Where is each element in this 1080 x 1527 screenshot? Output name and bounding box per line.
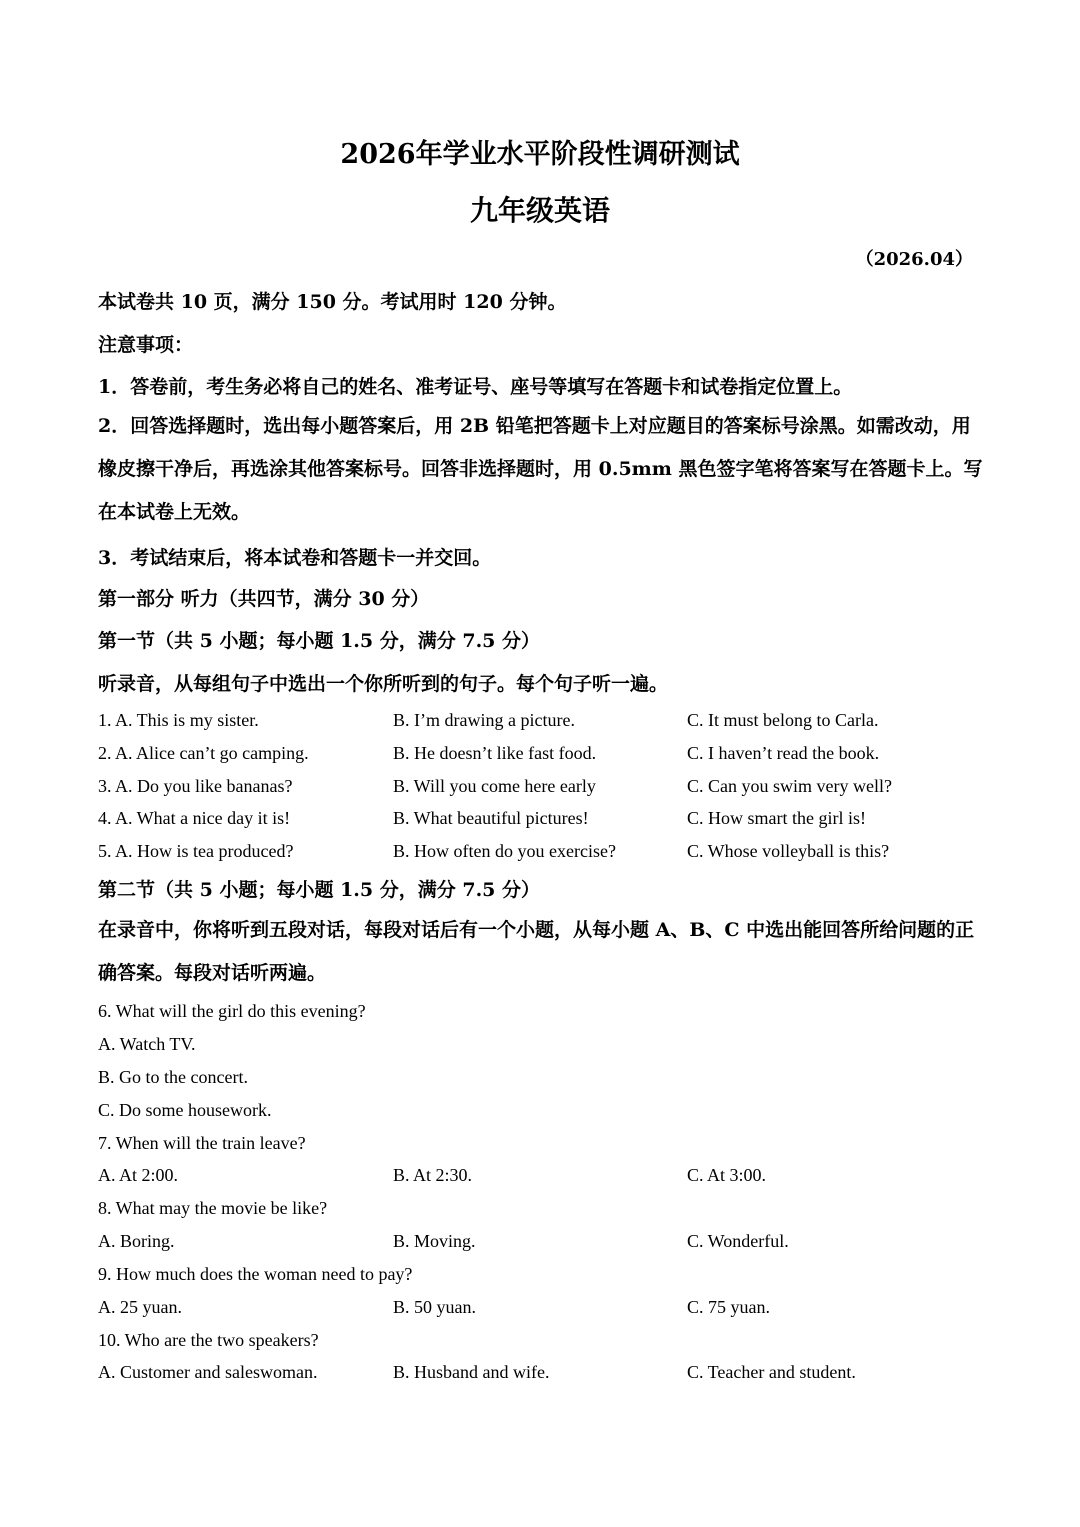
option-a: 4. A. What a nice day it is! (98, 808, 291, 828)
option-c: C. How smart the girl is! (687, 808, 866, 828)
question-text: 10. Who are the two speakers? (98, 1330, 319, 1350)
option-c: C. Do some housework. (98, 1100, 272, 1120)
question-row (0, 776, 1080, 802)
question-text: 8. What may the movie be like? (98, 1198, 328, 1218)
option-c: C. Wonderful. (687, 1231, 789, 1251)
option-b: B. I’m drawing a picture. (393, 710, 575, 730)
question-row (0, 1165, 1080, 1191)
section1-instruction: 听录音，从每组句子中选出一个你所听到的句子。每个句子听一遍。 (98, 673, 669, 695)
option-b: B. How often do you exercise? (393, 841, 616, 861)
option-c: C. Teacher and student. (687, 1362, 856, 1382)
section2-instruction: 在录音中，你将听到五段对话，每段对话后有一个小题，从每小题 A、B、C 中选出能回答所给问题的正确答案。每段对话听两遍。 (98, 919, 975, 984)
question-row (0, 710, 1080, 736)
part1-heading: 第一部分 听力（共四节，满分 30 分） (98, 588, 430, 610)
option-a: 2. A. Alice can’t go camping. (98, 743, 309, 763)
section2-heading: 第二节（共 5 小题；每小题 1.5 分，满分 7.5 分） (98, 879, 541, 901)
question-text: 7. When will the train leave? (98, 1133, 306, 1153)
option-b: B. Moving. (393, 1231, 476, 1251)
option-b: B. 50 yuan. (393, 1297, 476, 1317)
option-a: A. Boring. (98, 1231, 175, 1251)
option-b: B. He doesn’t like fast food. (393, 743, 597, 763)
option-c: C. Whose volleyball is this? (687, 841, 890, 861)
notice-title: 注意事项： (98, 334, 194, 356)
exam-date: （2026.04） (855, 249, 973, 270)
option-a: 1. A. This is my sister. (98, 710, 259, 730)
question-row (0, 1362, 1080, 1388)
option-c: C. It must belong to Carla. (687, 710, 879, 730)
option-a: 3. A. Do you like bananas? (98, 776, 293, 796)
option-c: C. 75 yuan. (687, 1297, 770, 1317)
question-text: 6. What will the girl do this evening? (98, 1001, 366, 1021)
question-text: 9. How much does the woman need to pay? (98, 1264, 413, 1284)
exam-summary: 本试卷共 10 页，满分 150 分。考试用时 120 分钟。 (98, 291, 567, 313)
option-a: A. At 2:00. (98, 1165, 179, 1185)
option-b: B. Go to the concert. (98, 1067, 248, 1087)
option-b: B. At 2:30. (393, 1165, 473, 1185)
option-b: B. Will you come here early (393, 776, 596, 796)
option-c: C. I haven’t read the book. (687, 743, 880, 763)
option-a: A. Customer and saleswoman. (98, 1362, 318, 1382)
question-row (0, 743, 1080, 769)
section1-heading: 第一节（共 5 小题；每小题 1.5 分，满分 7.5 分） (98, 630, 541, 652)
question-row (0, 1231, 1080, 1257)
exam-subtitle: 九年级英语 (469, 194, 610, 227)
question-row (0, 841, 1080, 867)
notice-item: 2．回答选择题时，选出每小题答案后，用 2B 铅笔把答题卡上对应题目的答案标号涂黑。如需改动，用橡皮擦干净后，再选涂其他答案标号。回答非选择题时，用 0.5mm 黑色签字笔将答案写在答题卡上。写在本试卷上无效。 (98, 415, 983, 523)
option-c: C. At 3:00. (687, 1165, 767, 1185)
question-row (0, 808, 1080, 834)
exam-title: 2026年学业水平阶段性调研测试 (340, 139, 740, 170)
option-a: 5. A. How is tea produced? (98, 841, 294, 861)
question-row (0, 1297, 1080, 1323)
notice-item: 3．考试结束后，将本试卷和答题卡一并交回。 (98, 547, 492, 569)
option-b: B. Husband and wife. (393, 1362, 550, 1382)
option-a: A. Watch TV. (98, 1034, 196, 1054)
notice-item: 1．答卷前，考生务必将自己的姓名、准考证号、座号等填写在答题卡和试卷指定位置上。 (98, 376, 853, 398)
option-a: A. 25 yuan. (98, 1297, 182, 1317)
option-b: B. What beautiful pictures! (393, 808, 589, 828)
option-c: C. Can you swim very well? (687, 776, 892, 796)
